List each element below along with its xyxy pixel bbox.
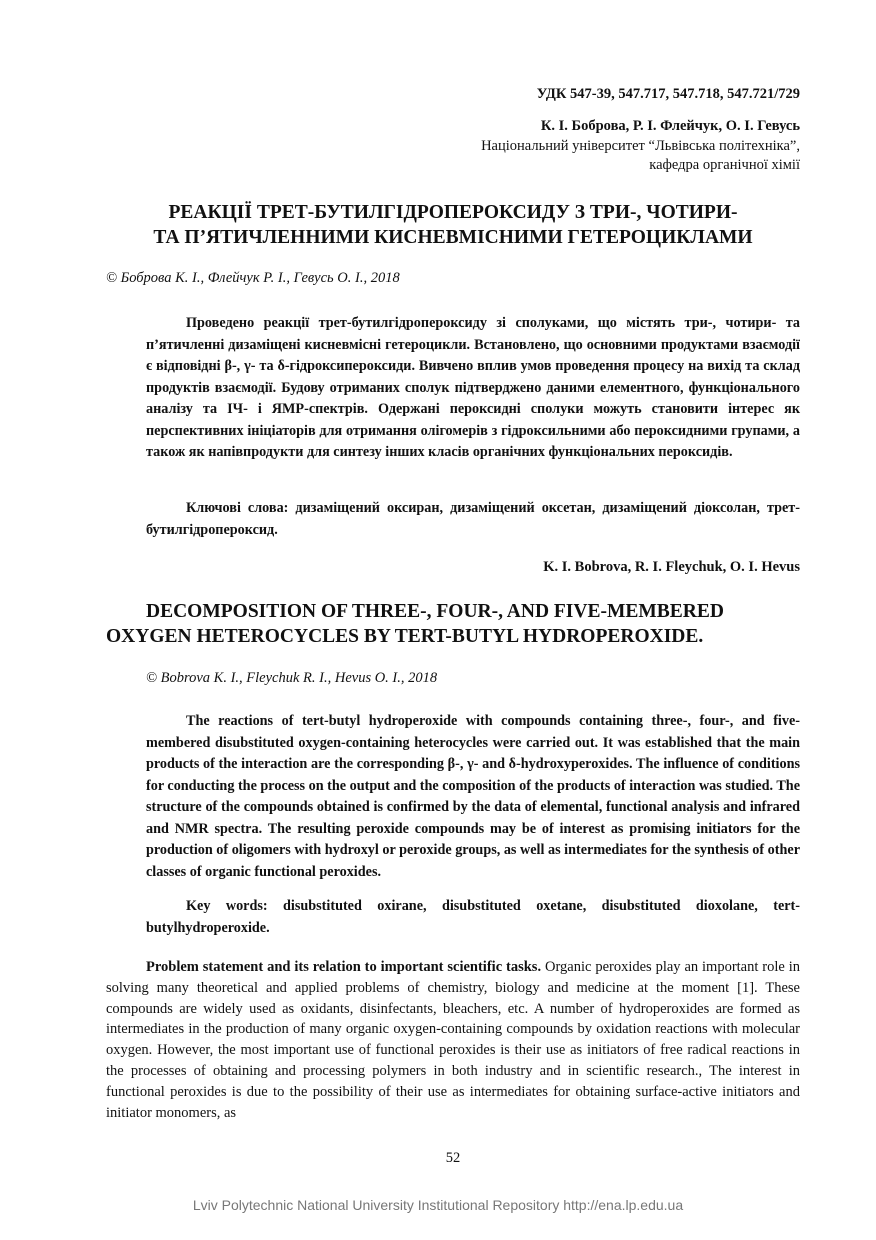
authors-en: K. I. Bobrova, R. I. Fleychuk, O. I. Hevus	[543, 559, 800, 575]
keywords-en	[146, 896, 800, 939]
body-paragraph-text	[106, 957, 800, 1123]
title-en-line-2: OXYGEN HETEROCYCLES BY TERT-BUTYL HYDROPEROXIDE.	[106, 626, 704, 647]
title-ua-line-2: ТА П’ЯТИЧЛЕННИМИ КИСНЕВМІСНИМИ ГЕТЕРОЦИКЛАМИ	[153, 227, 753, 248]
title-ua-line-1: РЕАКЦІЇ ТРЕТ-БУТИЛГІДРОПЕРОКСИДУ З ТРИ-, ЧОТИРИ-	[168, 202, 738, 223]
body-paragraph	[106, 957, 800, 1123]
title-en-line-1: DECOMPOSITION OF THREE-, FOUR-, AND FIVE-MEMBERED	[146, 601, 724, 622]
abstract-ua	[146, 313, 800, 464]
authors-ua: К. І. Боброва, Р. І. Флейчук, О. І. Гевусь	[540, 118, 800, 134]
keywords-ua	[146, 498, 800, 541]
copyright-ua: © Боброва К. І., Флейчук Р. І., Гевусь О. І., 2018	[106, 270, 400, 286]
affiliation-line-2: кафедра органічної хімії	[649, 157, 800, 173]
keywords-ua-text: Ключові слова: дизаміщений оксиран, дизаміщений оксетан, дизаміщений діоксолан, трет-бутилгідропероксид.	[146, 500, 800, 538]
udk-code: УДК 547-39, 547.717, 547.718, 547.721/729	[536, 86, 800, 102]
copyright-en: © Bobrova K. I., Fleychuk R. I., Hevus O. I., 2018	[146, 670, 438, 686]
abstract-en	[146, 711, 800, 883]
page-number: 52	[445, 1150, 461, 1166]
keywords-en-text: Key words: disubstituted oxirane, disubstituted oxetane, disubstituted dioxolane, tert-butylhydroperoxide.	[146, 898, 800, 936]
abstract-en-text: The reactions of tert-butyl hydroperoxide with compounds containing three-, four-, and five-membered disubstituted oxygen-containing heterocycles were carried out. It was established that the main products of the interaction are the corresponding β-, γ- and δ-hydroxyperoxides. The influence of conditions for conducting the process on the output and the composition of the products of interaction was studied. The structure of the compounds obtained is confirmed by the data of elemental, functional analysis and infrared and NMR spectra. The resulting peroxide compounds may be of interest as promising initiators for the production of oligomers with hydroxyl or peroxide groups, as well as intermediates for the synthesis of other classes of organic functional peroxides.	[146, 713, 800, 880]
title-ua	[106, 200, 800, 250]
section-heading: Problem statement and its relation to important scientific tasks.	[146, 959, 542, 975]
abstract-ua-text: Проведено реакції трет-бутилгідропероксиду зі сполуками, що містять три-, чотири- та п’ятичленні дизаміщені кисневмісні гетероцикли. Встановлено, що основними продуктами взаємодії є відповідні β-, γ- та δ-гідроксипероксиди. Вивчено вплив умов проведення процесу на вихід та склад продуктів взаємодії. Будову отриманих сполук підтверджено даними елементного, функціонального аналізу та ІЧ- і ЯМР-спектрів. Одержані пероксидні сполуки можуть становити інтерес як перспективних ініціаторів для отримання олігомерів з гідроксильними або пероксидними групами, а також як напівпродукти для синтезу інших класів органічних функціональних пероксидів.	[146, 315, 800, 460]
affiliation-line-1: Національний університет “Львівська політехніка”,	[481, 138, 800, 154]
title-en	[106, 599, 800, 649]
repository-footer: Lviv Polytechnic National University Institutional Repository http://ena.lp.edu.ua	[192, 1197, 684, 1213]
body-text: Organic peroxides play an important role in solving many theoretical and applied problems of chemistry, biology and medicine at the moment [1]. These compounds are widely used as oxidants, disinfectants, bleachers, etc. A number of hydroperoxides are formed as intermediates in the production of many organic oxygen-containing compounds by oxidation reactions with molecular oxygen. However, the most important use of functional peroxides is their use as initiators of free radical reactions in the processes of obtaining and processing polymers in both industry and in scientific research., The interest in functional peroxides is due to the possibility of their use as intermediates for obtaining surface-active initiators and initiator monomers, as	[106, 959, 801, 1121]
